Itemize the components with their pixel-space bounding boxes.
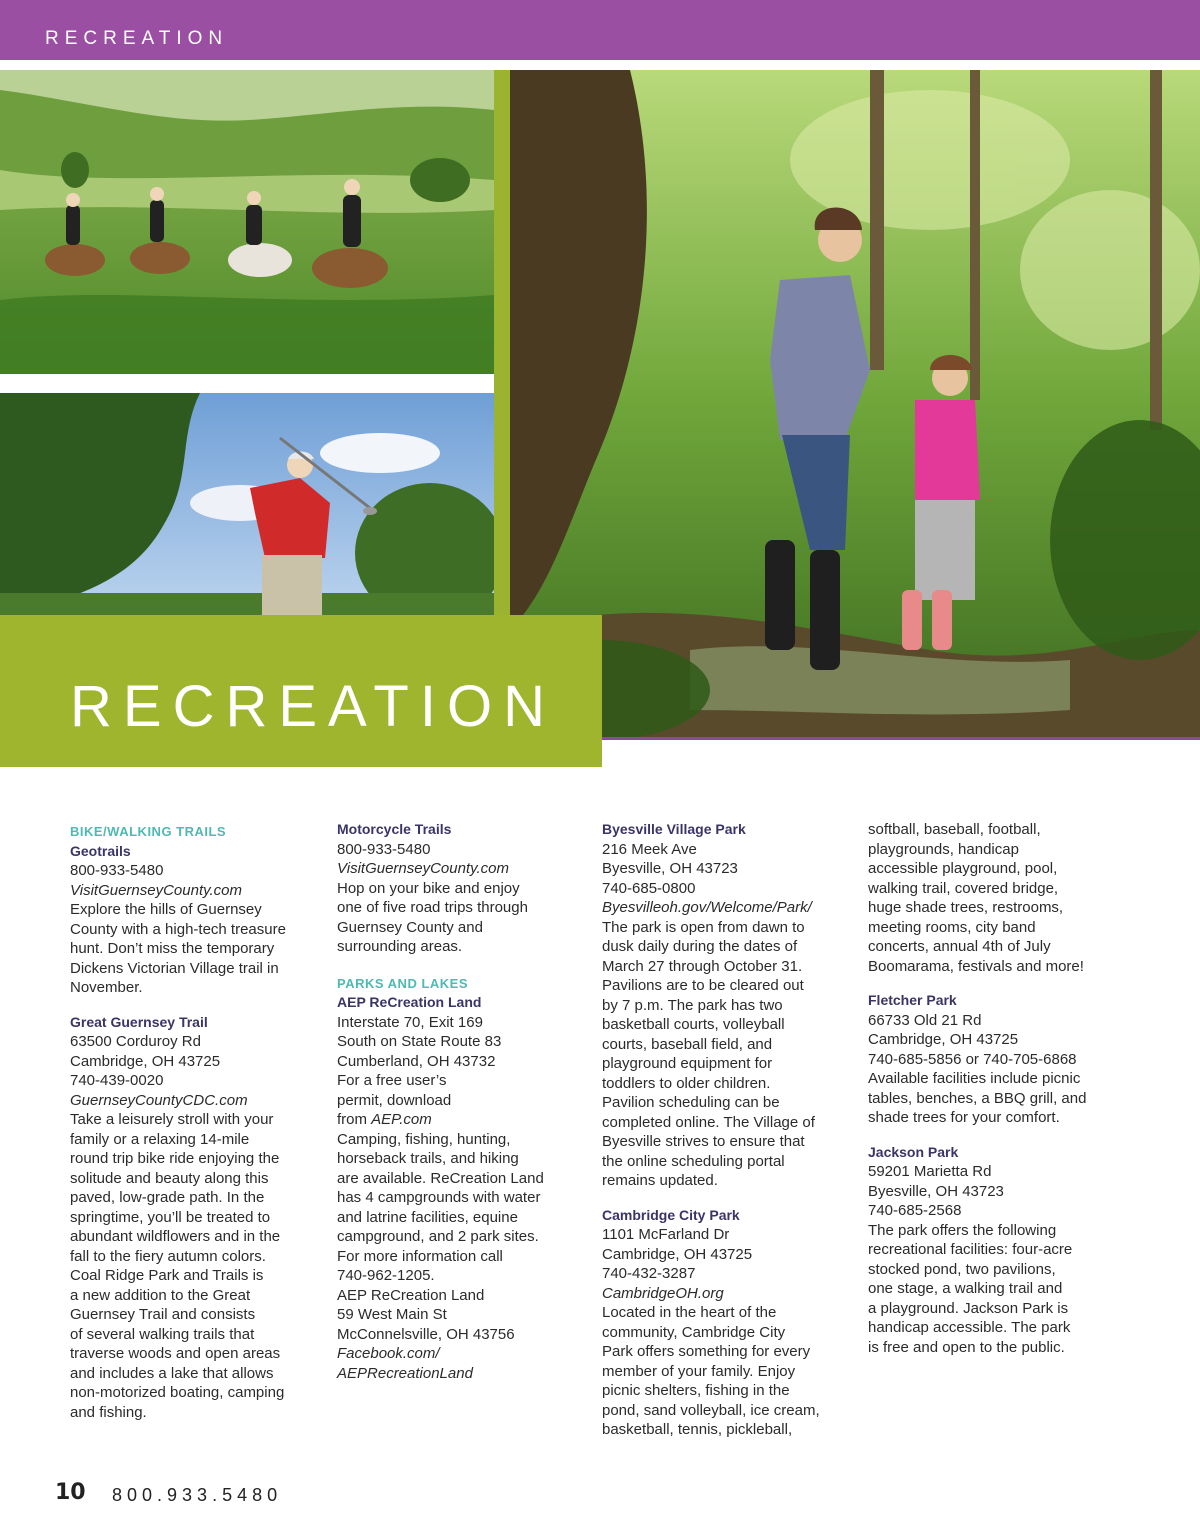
- body-text-line: playground equipment for: [602, 1055, 773, 1072]
- body-text-line: Cumberland, OH 43732: [337, 1052, 496, 1070]
- body-text-line: playgrounds, handicap: [868, 840, 1019, 858]
- listing-name: Jackson Park: [868, 1143, 959, 1160]
- body-text-line: tables, benches, a BBQ grill, and: [868, 1089, 1087, 1107]
- listing-website: VisitGuernseyCounty.com: [337, 860, 510, 877]
- body-text-line: Boomarama, festivals and more!: [868, 957, 1084, 975]
- header-section-label: RECREATION: [45, 28, 229, 49]
- column-4: [868, 820, 1118, 1357]
- body-text-line: traverse woods and open areas: [70, 1345, 281, 1362]
- listing-name: AEP ReCreation Land: [337, 994, 482, 1010]
- body-text-line: one stage, a walking trail and: [868, 1280, 1063, 1297]
- listing-website: VisitGuernseyCounty.com: [70, 881, 243, 899]
- body-text-line: campground, and 2 park sites.: [337, 1228, 539, 1245]
- body-text-line: huge shade trees, restrooms,: [868, 899, 1064, 916]
- body-text-line: completed online. The Village of: [602, 1113, 815, 1131]
- body-text-line: Interstate 70, Exit 169: [337, 1013, 483, 1031]
- body-text-line: one of five road trips through: [337, 899, 528, 916]
- body-text-line: abundant wildflowers and in the: [70, 1228, 281, 1245]
- body-text-line: springtime, you’ll be treated to: [70, 1208, 271, 1226]
- body-text-line: Camping, fishing, hunting,: [337, 1130, 511, 1148]
- body-text-line: pond, sand volleyball, ice cream,: [602, 1401, 820, 1419]
- spacer: [602, 1191, 852, 1206]
- body-text-line: shade trees for your comfort.: [868, 1109, 1060, 1126]
- body-text-line: County with a high-tech treasure: [70, 920, 286, 938]
- body-text-line: Explore the hills of Guernsey: [70, 901, 262, 918]
- body-text-line: softball, baseball, football,: [868, 821, 1041, 838]
- body-text-line: The park is open from dawn to: [602, 918, 805, 936]
- body-text-line: accessible playground, pool,: [868, 860, 1058, 877]
- body-text-line: are available. ReCreation Land: [337, 1169, 544, 1187]
- listing-website: GuernseyCountyCDC.com: [70, 1091, 248, 1109]
- body-text-line: 66733 Old 21 Rd: [868, 1011, 982, 1029]
- listing-website: AEP.com: [371, 1111, 432, 1128]
- section-heading: BIKE/WALKING TRAILS: [70, 824, 227, 839]
- body-text-line: 1101 McFarland Dr: [602, 1226, 730, 1243]
- body-text-line: Cambridge, OH 43725: [868, 1031, 1019, 1048]
- body-text-line: hunt. Don’t miss the temporary: [70, 940, 275, 957]
- body-text-line: AEP ReCreation Land: [337, 1286, 485, 1304]
- body-text-line: Located in the heart of the: [602, 1304, 777, 1321]
- body-text-line: Byesville strives to ensure that: [602, 1133, 805, 1150]
- body-text-line: 740-685-0800: [602, 879, 696, 897]
- body-text-line: [337, 1110, 587, 1130]
- body-text-line: handicap accessible. The park: [868, 1319, 1071, 1336]
- body-text-line: concerts, annual 4th of July: [868, 938, 1051, 955]
- golfer-photo: [0, 393, 494, 615]
- body-text-line: 216 Meek Ave: [602, 840, 697, 858]
- body-text-fragment: from: [337, 1111, 372, 1128]
- spacer: [337, 957, 587, 972]
- body-text-line: solitude and beauty along this: [70, 1169, 269, 1187]
- body-text-line: has 4 campgrounds with water: [337, 1189, 541, 1206]
- spacer: [70, 998, 320, 1013]
- body-text-line: 59201 Marietta Rd: [868, 1163, 992, 1180]
- body-text-line: 740-439-0020: [70, 1072, 164, 1089]
- listing-website: Byesvilleoh.gov/Welcome/Park/: [602, 899, 812, 916]
- body-text-line: and includes a lake that allows: [70, 1364, 274, 1382]
- listing-website: AEPRecreationLand: [337, 1364, 473, 1382]
- page-number: 10: [55, 1480, 86, 1505]
- body-text-line: Pavilion scheduling can be: [602, 1094, 780, 1111]
- body-text-line: McConnelsville, OH 43756: [337, 1325, 515, 1343]
- body-text-line: Cambridge, OH 43725: [70, 1052, 221, 1070]
- body-text-line: a playground. Jackson Park is: [868, 1299, 1069, 1317]
- body-text-line: Coal Ridge Park and Trails is: [70, 1267, 264, 1284]
- body-text-line: walking trail, covered bridge,: [868, 879, 1059, 897]
- body-text-line: surrounding areas.: [337, 938, 463, 955]
- body-text-line: Take a leisurely stroll with your: [70, 1111, 274, 1128]
- purple-rule: [602, 737, 1200, 740]
- body-text-line: round trip bike ride enjoying the: [70, 1150, 280, 1167]
- body-text-line: South on State Route 83: [337, 1033, 502, 1050]
- body-text-line: fall to the fiery autumn colors.: [70, 1247, 266, 1265]
- listing-name: Byesville Village Park: [602, 821, 746, 837]
- footer-phone: 800.933.5480: [112, 1485, 283, 1505]
- listing-name: Great Guernsey Trail: [70, 1013, 208, 1030]
- body-text-line: The park offers the following: [868, 1221, 1057, 1239]
- hero-title-block: [0, 615, 602, 767]
- listing-name: Cambridge City Park: [602, 1206, 740, 1223]
- body-text-line: 59 West Main St: [337, 1306, 447, 1323]
- header-band: [0, 0, 1200, 60]
- body-text-line: a new addition to the Great: [70, 1286, 251, 1304]
- listing-website: Facebook.com/: [337, 1345, 440, 1362]
- spacer: [868, 1128, 1118, 1143]
- body-text-line: picnic shelters, fishing in the: [602, 1382, 790, 1399]
- body-text-line: 740-962-1205.: [337, 1267, 435, 1284]
- body-text-line: remains updated.: [602, 1172, 718, 1189]
- body-text-line: 740-432-3287: [602, 1265, 696, 1282]
- body-text-line: Byesville, OH 43723: [868, 1182, 1004, 1200]
- body-text-line: Available facilities include picnic: [868, 1070, 1081, 1087]
- body-text-line: by 7 p.m. The park has two: [602, 996, 783, 1014]
- column-3: [602, 820, 852, 1440]
- column-2: [337, 820, 587, 1383]
- body-text-line: Hop on your bike and enjoy: [337, 879, 520, 897]
- body-text-line: recreational facilities: four-acre: [868, 1241, 1073, 1258]
- body-text-line: dusk daily during the dates of: [602, 938, 798, 955]
- horseback-riders-photo: [0, 70, 494, 374]
- body-text-line: basketball, tennis, pickleball,: [602, 1421, 793, 1438]
- body-text-line: non-motorized boating, camping: [70, 1384, 285, 1401]
- body-text-line: basketball courts, volleyball: [602, 1016, 785, 1033]
- body-text-line: 800-933-5480: [70, 862, 164, 879]
- body-text-line: the online scheduling portal: [602, 1152, 785, 1170]
- body-text-line: paved, low-grade path. In the: [70, 1189, 265, 1206]
- body-text-line: meeting rooms, city band: [868, 918, 1036, 936]
- body-text-line: family or a relaxing 14-mile: [70, 1130, 250, 1148]
- body-text-line: Park offers something for every: [602, 1343, 811, 1360]
- body-text-line: community, Cambridge City: [602, 1323, 786, 1341]
- body-text-line: courts, baseball field, and: [602, 1035, 773, 1053]
- spacer: [868, 976, 1118, 991]
- page-footer: [55, 1480, 283, 1505]
- body-text-line: permit, download: [337, 1091, 452, 1109]
- body-text-line: For a free user’s: [337, 1072, 447, 1089]
- body-text-line: March 27 through October 31.: [602, 957, 803, 975]
- green-divider-strip: [494, 70, 510, 615]
- listing-name: Motorcycle Trails: [337, 821, 452, 837]
- body-text-line: toddlers to older children.: [602, 1074, 771, 1092]
- body-text-line: stocked pond, two pavilions,: [868, 1260, 1056, 1278]
- body-text-line: is free and open to the public.: [868, 1338, 1065, 1356]
- body-text-line: November.: [70, 979, 143, 996]
- body-text-line: 800-933-5480: [337, 840, 431, 858]
- listing-website: CambridgeOH.org: [602, 1284, 724, 1302]
- body-text-line: Guernsey Trail and consists: [70, 1306, 256, 1323]
- body-text-line: Dickens Victorian Village trail in: [70, 959, 279, 977]
- body-text-line: 63500 Corduroy Rd: [70, 1033, 201, 1050]
- body-text-line: horseback trails, and hiking: [337, 1150, 519, 1167]
- body-text-line: Byesville, OH 43723: [602, 860, 738, 877]
- body-text-line: and fishing.: [70, 1403, 147, 1421]
- body-text-line: 740-685-5856 or 740-705-6868: [868, 1050, 1077, 1068]
- body-text-line: of several walking trails that: [70, 1325, 255, 1343]
- listing-name: Fletcher Park: [868, 992, 957, 1008]
- section-heading: PARKS AND LAKES: [337, 975, 469, 991]
- column-1: [70, 820, 320, 1422]
- body-text-line: For more information call: [337, 1247, 503, 1265]
- body-text-line: and latrine facilities, equine: [337, 1208, 518, 1226]
- forest-walk-photo: [510, 70, 1200, 738]
- body-text-line: Cambridge, OH 43725: [602, 1245, 753, 1263]
- body-text-line: Guernsey County and: [337, 918, 483, 936]
- body-text-line: 740-685-2568: [868, 1202, 962, 1219]
- listing-name: Geotrails: [70, 842, 131, 859]
- body-text-line: Pavilions are to be cleared out: [602, 977, 804, 994]
- body-text-line: member of your family. Enjoy: [602, 1362, 796, 1380]
- page-title: RECREATION: [70, 674, 556, 739]
